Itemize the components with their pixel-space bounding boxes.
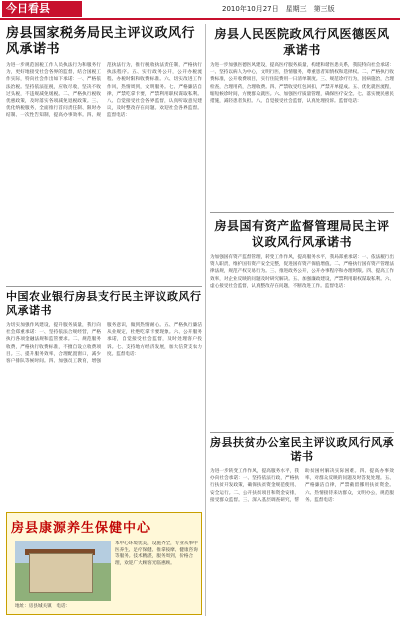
ad-contact: 地址：房县城关镇 电话：: [15, 604, 71, 609]
article-poverty: [210, 436, 394, 612]
header-rule: [0, 18, 400, 20]
body-assets: 为加强国有资产监督管理，转变工作作风，提高服务水平，我局郑重承诺：一、依法履行出资人职责，维护国有资产安全完整，促进国有资产保值增值。二、严格执行国有资产管理法律法规，规范产权交易行为。三、推进政务公开，公开办事程序和办理时限。四、提高工作效率，对企业反映的问题及时研究解决。五、加强廉政建设，严禁利用职权谋取私利。六、虚心接受社会监督，认真整改存在问题，不断改进工作。监督电话：: [210, 255, 394, 289]
headline-poverty: 房县扶贫办公室民主评议政风行风承诺书: [210, 436, 394, 463]
building-photo-icon: [15, 541, 111, 601]
body-enforce: 为切实加强作风建设，提升服务质量，我行向社会郑重承诺：一、坚持依法合规经营，严格执行各项金融法规和监管要求。二、规范服务收费，严格执行收费标准，不擅自设立收费项目。三、提升服务效率，合理配置窗口，减少客户排队等候时间。四、加强员工教育，增强服务意识，做到热情耐心。五、严格执行廉洁从业规定，杜绝吃拿卡要现象。六、公开服务承诺，自觉接受社会监督，及时处理客户投诉。七、支持地方经济发展，加大信贷支农力度。监督电话：: [6, 323, 202, 365]
masthead-logo: 今日看县: [2, 1, 82, 17]
headline-assets: 房县国有资产监督管理局民主评议政风行风承诺书: [214, 219, 390, 249]
body-tax: 为进一步规范国税工作人员执法行为和服务行为，更好地接受社会各界的监督，结合国税工作实际，特向社会作出如下承诺：一、严格依法治税。坚持依法征税，应收尽收，坚决不收过头税，不违规减免缓税。二、严格执行税收优惠政策，及时落实各项减免退税政策。三、优化纳税服务，全面推行首问责任制、限时办结制、一次性告知制，提高办事效率。四、规范执法行为，推行税收执法责任制，严格执行执法程序。五、实行政务公开，公开办税流程、办税时限和收费标准。六、切实改进工作作风，热情周到，文明服务。七、严格廉洁自律，严禁吃拿卡要，严禁利用职权谋取私利。八、自觉接受社会各界监督，认真听取意见建议，及时整改存在问题。欢迎社会各界监督。监督电话：: [6, 63, 202, 119]
headline-tax: 房县国家税务局民主评议政风行风承诺书: [6, 26, 196, 57]
article-enforce: [6, 290, 202, 504]
article-assets: [210, 218, 394, 428]
body-poverty: 为进一步转变工作作风，提高服务水平，我办向社会承诺：一、坚持依法行政，严格执行扶贫开发政策，确保扶贫资金规范使用、安全运行。二、公开扶贫项目和资金安排，接受群众监督。三、深入基层调查研究，帮助贫困村解决实际困难。四、提高办事效率，对群众反映的问题及时答复处理。五、严格廉洁自律，严禁截留挪用扶贫资金。六、热情接待来访群众，文明办公，规范服务。监督电话：: [210, 469, 394, 503]
article-tax: [6, 26, 202, 298]
article-hospital: [210, 26, 394, 210]
divider: [210, 212, 394, 213]
ad-description: 本中心环境优美，设施齐全，专业从事中医养生、足疗保健、推拿按摩、健康咨询等服务。技术精湛，服务周到，价格合理，欢迎广大顾客光临惠顾。: [115, 541, 198, 566]
headline-hospital: 房县人民医院政风行风医德医风承诺书: [214, 27, 390, 57]
divider: [210, 432, 394, 433]
page-header: [0, 0, 400, 20]
ad-title: 房县康源养生保健中心: [11, 521, 152, 536]
column-rule: [205, 24, 206, 616]
divider: [6, 286, 202, 287]
ad-health-center: [6, 512, 202, 615]
issue-date: 2010年10月27日 星期三 第三版: [222, 5, 335, 13]
headline-enforce: 中国农业银行房县支行民主评议政风行风承诺书: [6, 290, 202, 317]
body-hospital: 为进一步加强医德医风建设，提高医疗服务质量，构建和谐医患关系，我院特向社会承诺：一、坚持以病人为中心，文明行医，热情服务，尊重患者知情权和选择权。二、严格执行收费标准，公开收费项目，实行住院费用一日清单制度。三、规范诊疗行为，因病施治，合理检查，合理用药，合理收费。四、严禁收受红包回扣，严禁开单提成。五、优化就医流程，缩短候诊时间，方便群众就医。六、加强医疗质量管理，确保医疗安全。七、落实便民惠民措施，减轻患者负担。八、自觉接受社会监督，认真处理投诉。监督电话：: [210, 63, 394, 105]
